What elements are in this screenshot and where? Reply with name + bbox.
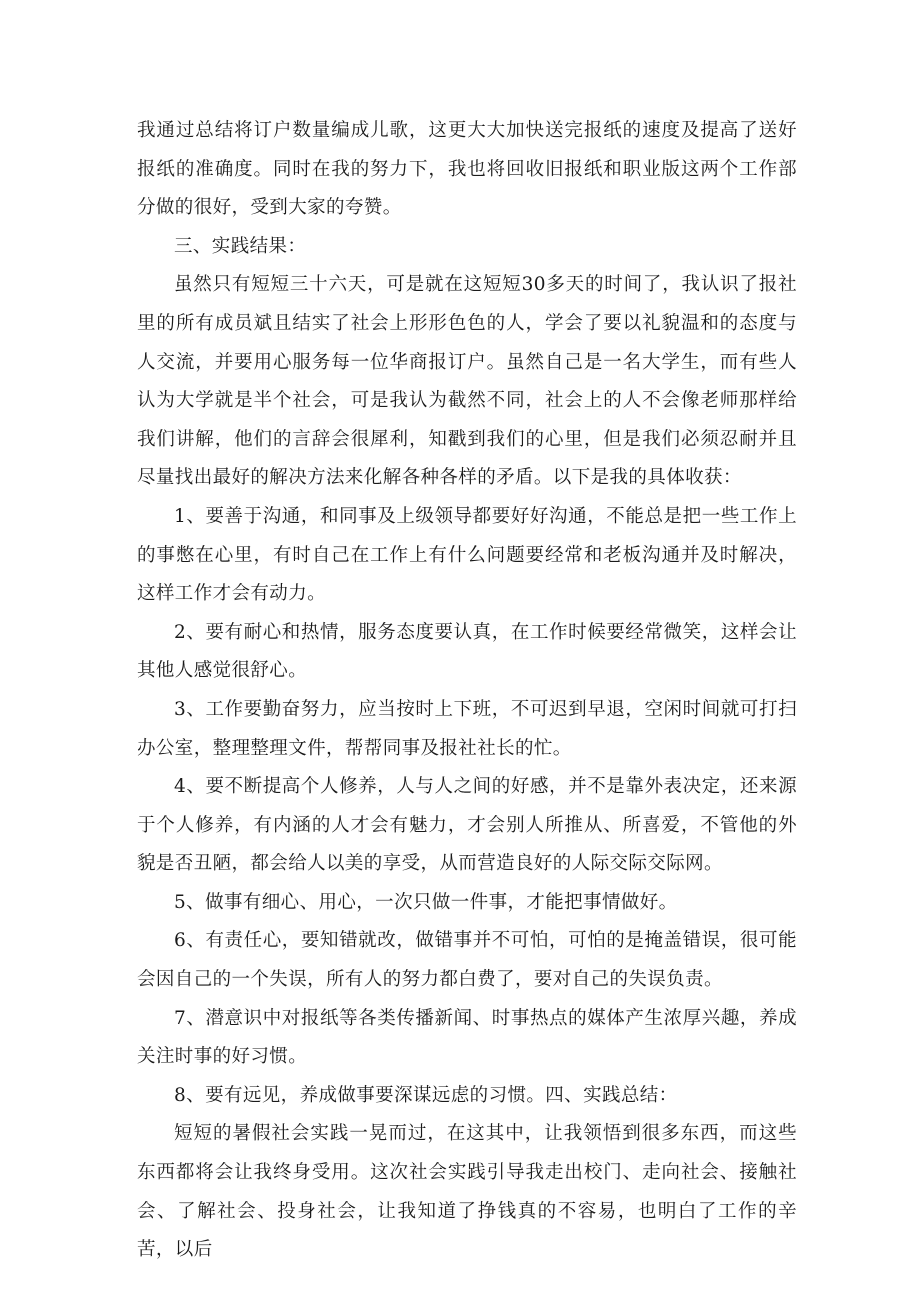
list-item-6: 6、有责任心，要知错就改，做错事并不可怕，可怕的是掩盖错误，很可能会因自己的一个失误，所有人的努力都白费了，要对自己的失误负责。 (137, 930, 797, 991)
list-item-3: 3、工作要勤奋努力，应当按时上下班，不可迟到早退，空闲时间就可打扫办公室，整理整理文件，帮帮同事及报社社长的忙。 (137, 698, 797, 759)
paragraph-intro: 我通过总结将订户数量编成儿歌，这更大大加快送完报纸的速度及提高了送好报纸的准确度。同时在我的努力下，我也将回收旧报纸和职业版这两个工作部分做的很好，受到大家的夸赞。 (137, 120, 797, 219)
list-item-2: 2、要有耐心和热情，服务态度要认真，在工作时候要经常微笑，这样会让其他人感觉很舒心。 (137, 621, 797, 682)
paragraph-results: 虽然只有短短三十六天，可是就在这短短30多天的时间了，我认识了报社里的所有成员斌且结实了社会上形形色色的人，学会了要以礼貌温和的态度与人交流，并要用心服务每一位华商报订户。虽然自己是一名大学生，而有些人认为大学就是半个社会，可是我认为截然不同，社会上的人不会像老师那样给我们讲解，他们的言辞会很犀利，知戳到我们的心里，但是我们必须忍耐并且尽量找出最好的解决方法来化解各种各样的矛盾。以下是我的具体收获： (137, 274, 797, 489)
list-item-4: 4、要不断提高个人修养，人与人之间的好感，并不是靠外表决定，还来源于个人修养，有内涵的人才会有魅力，才会别人所推从、所喜爱，不管他的外貌是否丑陋，都会给人以美的享受，从而营造良好的人际交际交际网。 (137, 776, 797, 875)
list-item-7: 7、潜意识中对报纸等各类传播新闻、时事热点的媒体产生浓厚兴趣，养成关注时事的好习惯。 (137, 1007, 797, 1068)
section-heading-results: 三、实践结果： (174, 235, 307, 257)
list-item-1: 1、要善于沟通，和同事及上级领导都要好好沟通，不能总是把一些工作上的事憋在心里，有时自己在工作上有什么问题要经常和老板沟通并及时解决，这样工作才会有动力。 (137, 505, 797, 605)
paragraph-summary: 短短的暑假社会实践一晃而过，在这其中，让我领悟到很多东西，而这些东西都将会让我终身受用。这次社会实践引导我走出校门、走向社会、接触社会、了解社会、投身社会，让我知道了挣钱真的不容易，也明白了工作的辛苦，以后 (137, 1123, 797, 1261)
list-item-5: 5、做事有细心、用心，一次只做一件事，才能把事情做好。 (174, 891, 678, 913)
document-body (137, 112, 797, 1270)
list-item-8: 8、要有远见，养成做事要深谋远虑的习惯。四、实践总结： (174, 1084, 678, 1106)
